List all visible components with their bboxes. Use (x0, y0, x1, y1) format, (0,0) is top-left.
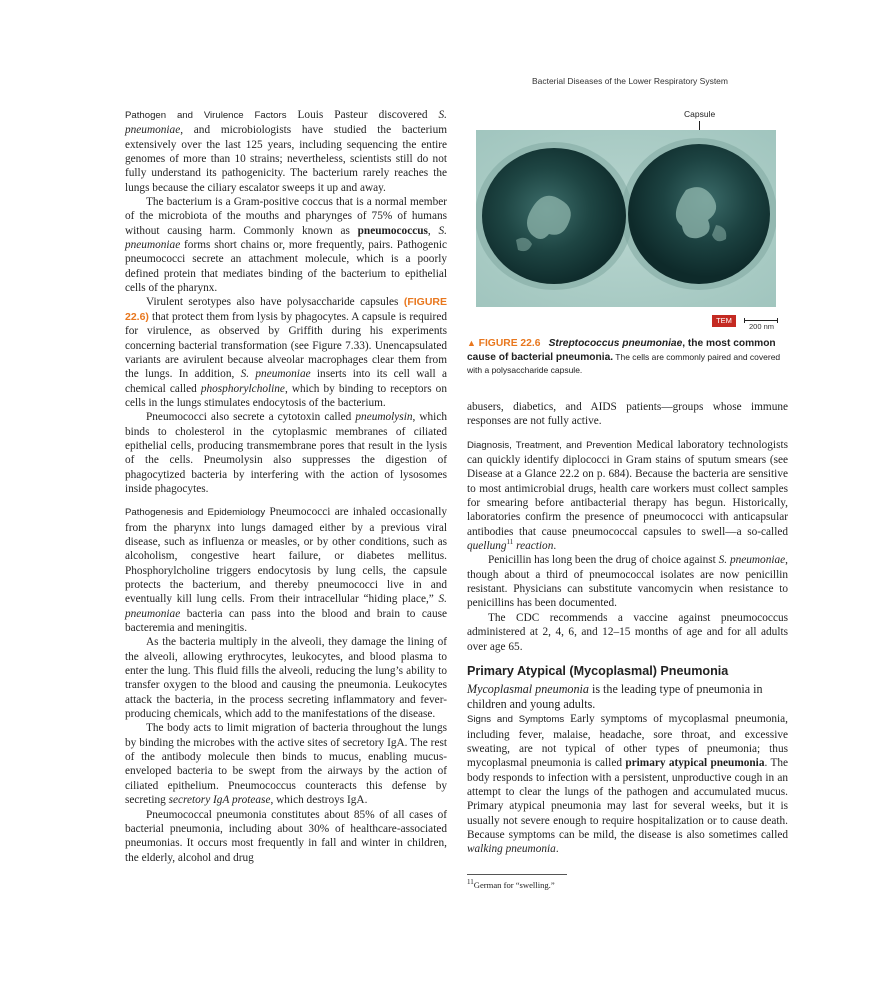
paragraph: The body acts to limit migration of bacteria throughout the lungs by binding the microbes with the active sites of secretory IgA. The rest of the antibody molecule then binds to mucus, enabling mucus-enveloped bacteria to be swept from the airways by the action of ciliated epithelium. Pneumococcus counteracts this defense by secreting secretory IgA protease, which destroys IgA. (125, 722, 447, 807)
footnote: $^{11}$German for “swelling.” (467, 878, 555, 890)
footnote-marker[interactable]: 11 (506, 538, 514, 547)
paragraph: Pneumococcal pneumonia constitutes about 85% of all cases of bacterial pneumonia, including about 30% of healthcare-associated pneumonias. It occurs most frequently in fall and winter in children, the elderly, alcohol and drug (125, 808, 447, 864)
running-head: Bacterial Diseases of the Lower Respiratory System (531, 76, 728, 86)
tem-badge: TEM (712, 315, 736, 327)
right-column (467, 400, 788, 857)
runin-heading: Diagnosis, Treatment, and Prevention (467, 439, 632, 451)
caption-figure-number: FIGURE 22.6 (478, 338, 541, 349)
paragraph: The CDC recommends a vaccine against pneumococcus administered at 2, 4, 6, and 12–15 months of age and for all adults over age 65. (467, 611, 788, 653)
runin-heading: Pathogenesis and Epidemiology (125, 507, 266, 519)
figure-caption: ▲ FIGURE 22.6 Streptococcus pneumoniae, the most common cause of bacterial pneumonia. The cells are commonly paired and covered with a polysaccharide capsule. (467, 338, 781, 375)
runin-heading: Pathogen and Virulence Factors (125, 110, 287, 121)
paragraph: The bacterium is a Gram-positive coccus that is a normal member of the microbiota of the mouths and pharynges of 75% of humans without causing harm. Commonly known as pneumococcus, S. pneumoniae forms short chains or, more frequently, pairs. Pathogenic pneumococci secrete an attachment molecule, which is a poorly defined protein that mediates binding of the bacterium to epithelial cells of the pharynx. (125, 196, 447, 295)
key-term: primary atypical pneumonia (625, 757, 765, 770)
left-column (125, 108, 447, 865)
key-term: pneumococcus (357, 224, 428, 237)
paragraph: Pneumococci also secrete a cytotoxin called pneumolysin, which binds to cholesterol in the cytoplasmic membranes of ciliated epithelial cells, producing transmembrane pores that result in the lysis of the cells. Pneumolysin also suppresses the digestion of phagocytized bacteria by interfering with the action of lysosomes inside phagocytes. (125, 411, 447, 495)
paragraph: Virulent serotypes also have polysaccharide capsules (FIGURE 22.6) that protect them from lysis by phagocytes. A capsule is required for virulence, as observed by Griffith during his experiments concerning bacterial transformation (see Figure 7.33). Unencapsulated variants are avirulent because alveolar macrophages clear them from the lungs. In addition, S. pneumoniae inserts into its cell wall a chemical called phosphorylcholine, which by binding to receptors on cells in the lungs stimulates endocytosis of the bacterium. (125, 296, 447, 409)
figure-reference-link[interactable]: (FIGURE 22.6) (125, 296, 447, 323)
paragraph-pathogenesis: Pathogenesis and Epidemiology Pneumococci are inhaled occasionally from the pharynx into lungs damaged either by a previous viral disease, such as influenza or measles, or by other conditions, such as alcoholism, congestive heart failure, or diabetes mellitus. Phosphorylcholine triggers endocytosis by lung cells, the capsule protects the bacterium, and thereby pneumococci live in and eventually kill lung cells. From their intracellular “hiding place,” S. pneumoniae bacteria can pass into the blood and brain to cause bacteremia and meningitis. (125, 506, 447, 635)
section-heading: Primary Atypical (Mycoplasmal) Pneumonia (467, 663, 729, 678)
paragraph-pathogen-virulence: Pathogen and Virulence Factors Louis Pasteur discovered S. pneumoniae, and microbiologists have studied the bacterium extensively over the last 125 years, including sequencing the entire genomes of more than 10 strains; nevertheless, scientists still do not fully understand its pathogenicity. The bacterium rarely reaches the lungs because the ciliary escalator sweeps it up and away. (125, 109, 448, 194)
section-intro: Mycoplasmal pneumonia is the leading type of pneumonia in children and young adults. (467, 682, 763, 712)
paragraph-signs-symptoms: Signs and Symptoms Early symptoms of mycoplasmal pneumonia, including fever, malaise, headache, sore throat, and excessive sweating, are not typical of other types of pneumonia; thus mycoplasmal pneumonia is called primary atypical pneumonia. The body responds to infection with a persistent, unproductive cough in an attempt to clear the lungs of the pathogen and accumulated mucus. Primary atypical pneumonia may last for several weeks, but it is usually not severe enough to require hospitalization or to cause death. Because symptoms can be mild, the disease is also sometimes called walking pneumonia. (467, 713, 789, 856)
caption-triangle-icon: ▲ (467, 338, 476, 348)
tem-micrograph (476, 130, 776, 307)
scale-bar-label: 200 nm (749, 322, 775, 331)
footnote-rule (467, 874, 567, 875)
paragraph: Penicillin has long been the drug of choice against S. pneumoniae, though about a third of pneumococcal isolates are now penicillin resistant. Physicians can substitute vancomycin when resistance to penicillins has been documented. (467, 554, 788, 610)
paragraph: As the bacteria multiply in the alveoli, they damage the lining of the alveoli, allowing erythrocytes, leukocytes, and blood plasma to enter the lung. This fluid fills the alveoli, reducing the lung’s ability to transfer oxygen to the blood and causing the pneumonia. Leukocytes attack the bacteria, in the process secreting inflammatory and fever-producing chemicals, which add to the manifestations of the disease. (125, 636, 447, 721)
paragraph: abusers, diabetics, and AIDS patients—groups whose immune responses are not fully active. (467, 401, 788, 428)
capsule-label: Capsule (684, 109, 716, 119)
runin-heading: Signs and Symptoms (467, 714, 565, 726)
paragraph-diagnosis: Diagnosis, Treatment, and Prevention Medical laboratory technologists can quickly identify diplococci in Gram stains of sputum smears (see Disease at a Glance 22.2 on p. 684). Because the bacteria are sensitive to most antimicrobial drugs, health care workers must collect samples for smearing before antibacterial therapy has begun. Historically, laboratories confirm the presence of pneumococci with anticapsular antibodies that cause pneumococcal capsules to swell—a so-called quellung$^{11}$ reaction. (467, 438, 788, 553)
footnote-number: 11 (467, 878, 474, 887)
